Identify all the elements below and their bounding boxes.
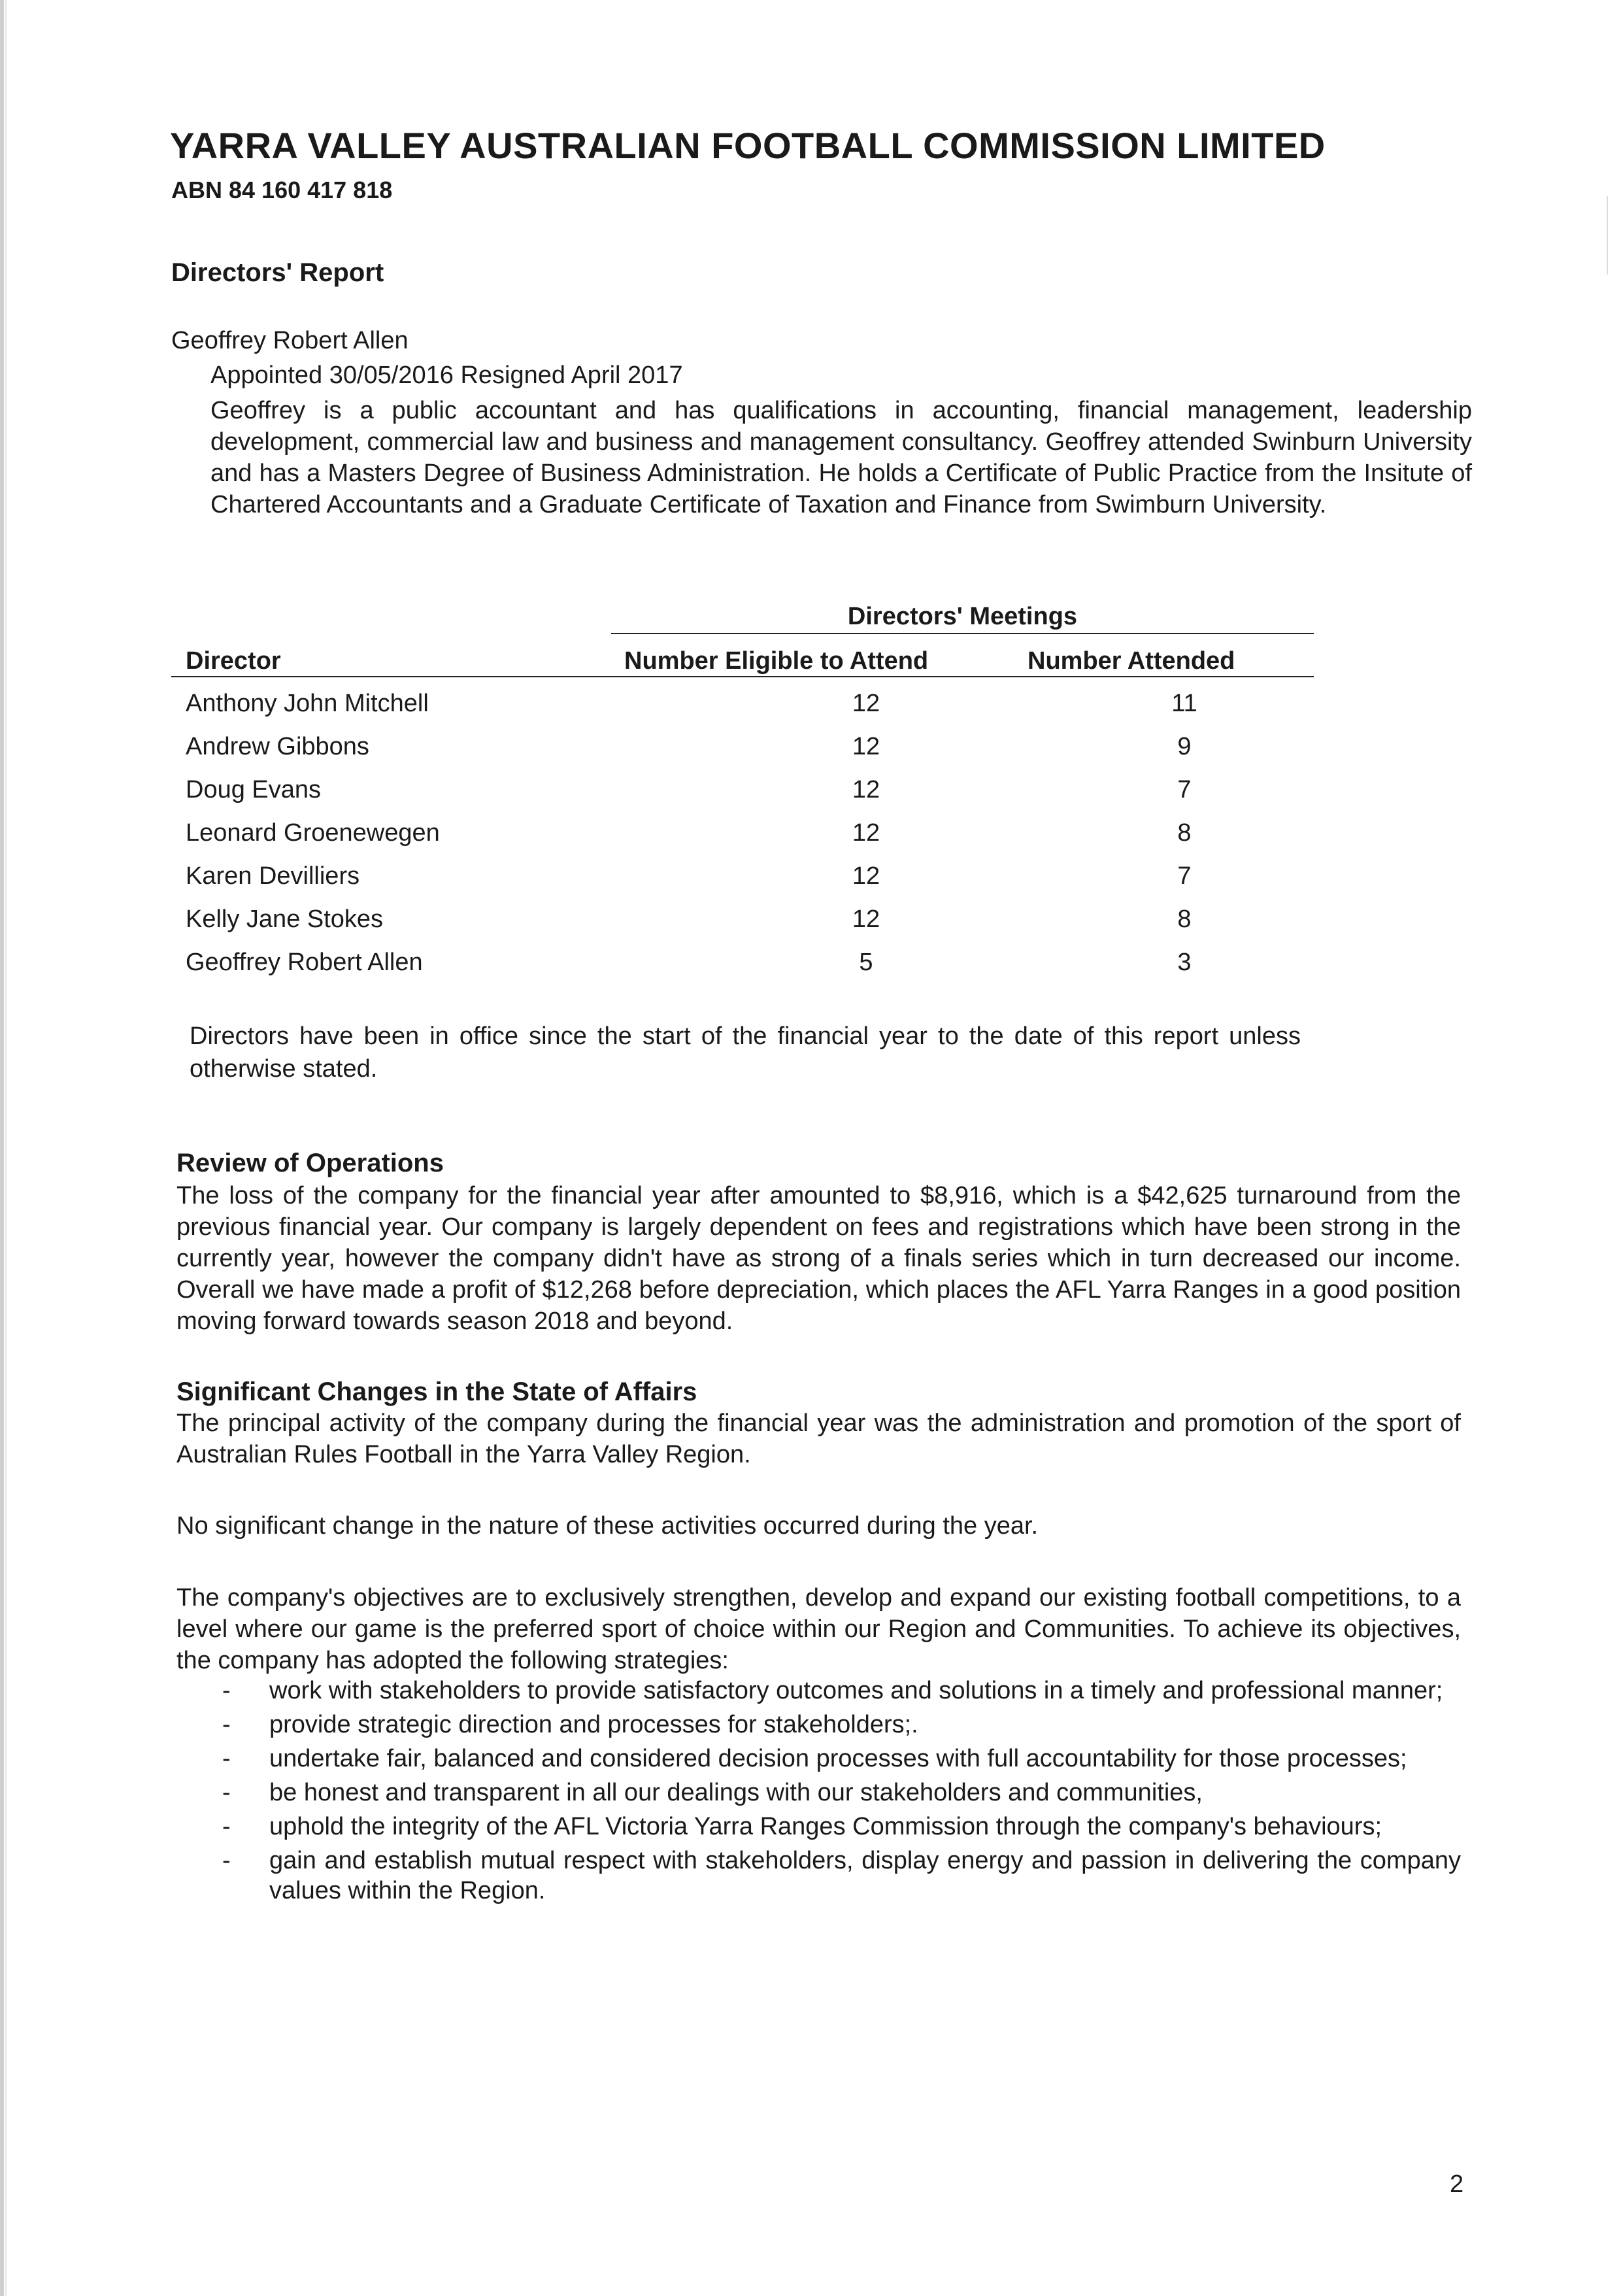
no-change-paragraph: No significant change in the nature of these activities occurred during the year. <box>176 1512 1039 1540</box>
list-item <box>176 1676 1461 1706</box>
bullet-dash: - <box>222 1813 231 1840</box>
director-bio: Geoffrey is a public accountant and has qualifications in accounting, financial management, leadership development, commercial law and business and management consultancy. Geoffrey attended Swinburn University and has a Masters Degree of Business Administration. He holds a Certificate of Public Practice from the Insitute of Chartered Accountants and a Graduate Certificate of Taxation and Finance from Swimburn University. <box>210 397 1472 518</box>
column-header-director: Director <box>186 647 281 675</box>
bullet-dash: - <box>222 1677 231 1704</box>
table-row <box>171 905 1314 949</box>
strategy-text: be honest and transparent in all our dealings with our stakeholders and communities, <box>269 1779 1203 1806</box>
table-header-rule <box>171 676 1314 677</box>
list-item <box>176 1744 1461 1774</box>
abn-number: ABN 84 160 417 818 <box>171 177 393 203</box>
changes-paragraph: The principal activity of the company during the financial year was the administration and promotion of the sport of Australian Rules Football in the Yarra Valley Region. <box>176 1410 1461 1468</box>
strategy-text: uphold the integrity of the AFL Victoria Yarra Ranges Commission through the company's behaviours; <box>269 1813 1382 1840</box>
cell-director: Kelly Jane Stokes <box>186 905 384 933</box>
cell-eligible: 12 <box>852 690 880 717</box>
cell-attended: 11 <box>1171 690 1197 717</box>
cell-attended: 8 <box>1177 819 1192 847</box>
scan-mark <box>1607 196 1608 275</box>
cell-director: Leonard Groenewegen <box>186 819 440 847</box>
table-group-rule <box>611 633 1314 634</box>
bullet-dash: - <box>222 1847 231 1874</box>
cell-eligible: 12 <box>852 776 880 803</box>
cell-director: Anthony John Mitchell <box>186 690 429 717</box>
list-item <box>176 1846 1461 1906</box>
cell-eligible: 12 <box>852 819 880 847</box>
table-row <box>171 949 1314 992</box>
cell-director: Andrew Gibbons <box>186 733 369 760</box>
strategy-text: undertake fair, balanced and considered decision processes with full accountability for those processes; <box>269 1745 1407 1772</box>
organisation-name: YARRA VALLEY AUSTRALIAN FOOTBALL COMMISSION LIMITED <box>170 125 1326 166</box>
strategy-text: gain and establish mutual respect with stakeholders, display energy and passion in delivering the company values within the Region. <box>269 1847 1461 1904</box>
cell-attended: 8 <box>1177 905 1192 933</box>
list-item <box>176 1812 1461 1842</box>
director-name: Geoffrey Robert Allen <box>171 327 409 354</box>
bullet-dash: - <box>222 1745 231 1772</box>
directors-note: Directors have been in office since the start of the financial year to the date of this report unless otherwise stated. <box>190 1022 1301 1083</box>
changes-heading: Significant Changes in the State of Affairs <box>176 1377 697 1406</box>
column-header-eligible: Number Eligible to Attend <box>624 647 929 675</box>
cell-eligible: 5 <box>859 949 873 976</box>
cell-eligible: 12 <box>852 862 880 890</box>
scan-edge <box>0 0 4 2296</box>
objectives-paragraph: The company's objectives are to exclusively strengthen, develop and expand our existing football competitions, to a level where our game is the preferred sport of choice within our Region and Communities. To achieve its objectives, the company has adopted the following strategies: <box>176 1584 1461 1674</box>
cell-eligible: 12 <box>852 733 880 760</box>
cell-director: Doug Evans <box>186 776 322 803</box>
cell-director: Karen Devilliers <box>186 862 360 890</box>
review-heading: Review of Operations <box>176 1149 444 1177</box>
table-row <box>171 690 1314 733</box>
bullet-dash: - <box>222 1779 231 1806</box>
strategies-list <box>176 1676 1461 1910</box>
cell-attended: 7 <box>1177 862 1192 890</box>
table-row <box>171 819 1314 862</box>
report-title: Directors' Report <box>171 258 384 287</box>
cell-eligible: 12 <box>852 905 880 933</box>
page-number: 2 <box>1450 2170 1464 2198</box>
list-item <box>176 1710 1461 1740</box>
bullet-dash: - <box>222 1711 231 1738</box>
cell-director: Geoffrey Robert Allen <box>186 949 423 976</box>
director-appointment: Appointed 30/05/2016 Resigned April 2017 <box>210 362 683 389</box>
list-item <box>176 1778 1461 1808</box>
strategy-text: provide strategic direction and processes for stakeholders;. <box>269 1711 918 1738</box>
table-row <box>171 862 1314 905</box>
cell-attended: 3 <box>1177 949 1192 976</box>
cell-attended: 7 <box>1177 776 1192 803</box>
table-group-header: Directors' Meetings <box>847 603 1078 630</box>
cell-attended: 9 <box>1177 733 1192 760</box>
table-row <box>171 733 1314 776</box>
strategy-text: work with stakeholders to provide satisfactory outcomes and solutions in a timely and professional manner; <box>269 1677 1443 1704</box>
column-header-attended: Number Attended <box>1028 647 1235 675</box>
table-row <box>171 776 1314 819</box>
review-paragraph: The loss of the company for the financial year after amounted to $8,916, which is a $42,625 turnaround from the previous financial year. Our company is largely dependent on fees and registrations which have been strong in the currently year, however the company didn't have as strong of a finals series which in turn decreased our income. Overall we have made a profit of $12,268 before depreciation, which places the AFL Yarra Ranges in a good position moving forward towards season 2018 and beyond. <box>176 1182 1461 1335</box>
scan-edge-inner <box>5 0 7 2296</box>
